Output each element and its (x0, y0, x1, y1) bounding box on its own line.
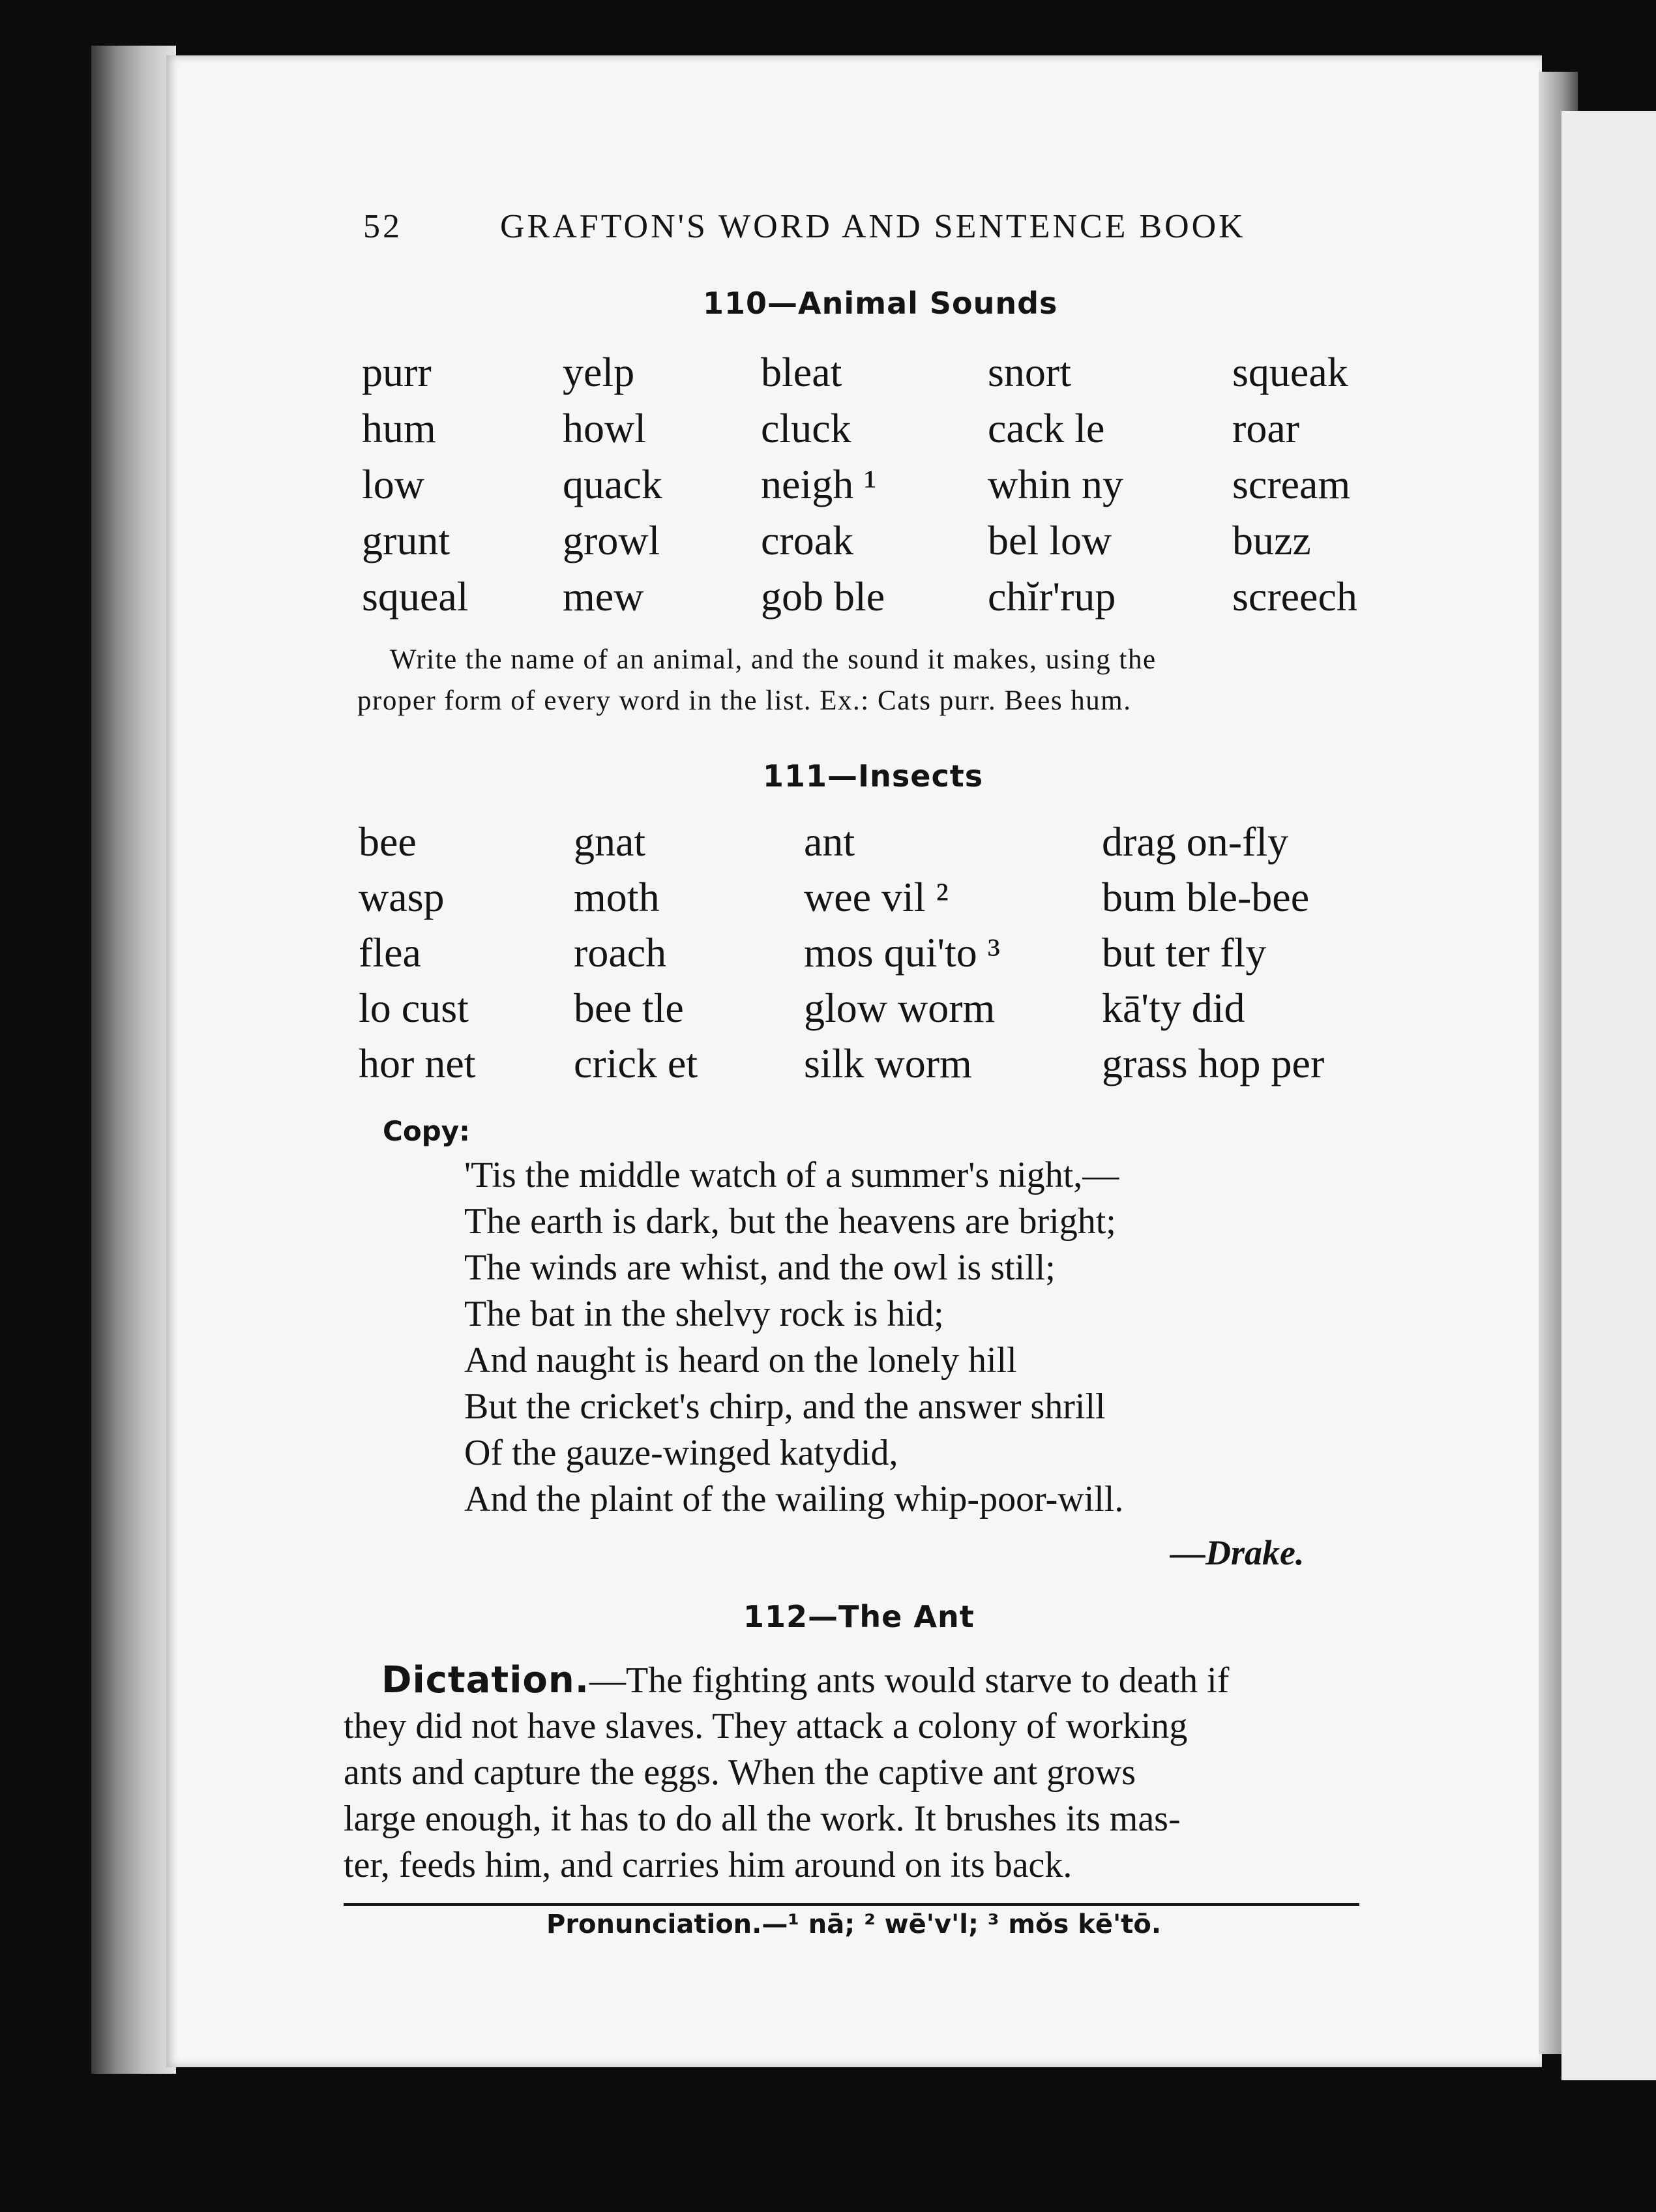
poem-line: Of the gauze-winged katydid, (464, 1433, 898, 1473)
word: silk worm (804, 1040, 972, 1086)
word: hum (362, 405, 436, 451)
word: roach (574, 929, 667, 976)
instruction-line-1: Write the name of an animal, and the sound it makes, using the (390, 644, 1157, 675)
pronunciation-footnote (546, 1909, 1161, 1939)
pronunciation-text: —¹ nā; ² wē'v'l; ³ mŏs kē'tō. (761, 1909, 1162, 1939)
dictation-line-1 (381, 1659, 1229, 1701)
word: whin ny (988, 461, 1123, 507)
word: mew (563, 573, 644, 620)
word: mos qui'to ³ (804, 929, 1000, 976)
word: quack (563, 461, 662, 507)
word: wasp (359, 874, 445, 920)
word: cluck (761, 405, 851, 451)
word: neigh ¹ (761, 461, 877, 507)
word: bum ble-bee (1102, 874, 1310, 920)
word: growl (563, 517, 660, 563)
word: gnat (574, 818, 646, 865)
poem-line: But the cricket's chirp, and the answer shrill (464, 1386, 1106, 1427)
word: hor net (359, 1040, 476, 1086)
word: buzz (1232, 517, 1311, 563)
word: bleat (761, 349, 842, 395)
word: squeal (362, 573, 469, 620)
poem-line: And naught is heard on the lonely hill (464, 1340, 1017, 1381)
word: screech (1232, 573, 1357, 620)
word: grass hop per (1102, 1040, 1325, 1086)
section-112-title: 112—The Ant (743, 1599, 975, 1634)
section-110-title: 110—Animal Sounds (703, 286, 1058, 321)
page-number: 52 (363, 208, 402, 245)
dictation-text: —The fighting ants would starve to death if (589, 1660, 1230, 1701)
section-111-title: 111—Insects (763, 758, 984, 794)
word: croak (761, 517, 854, 563)
word: squeak (1232, 349, 1348, 395)
dictation-line: they did not have slaves. They attack a colony of working (344, 1706, 1188, 1746)
word: wee vil ² (804, 874, 949, 920)
pronunciation-label: Pronunciation. (546, 1909, 762, 1939)
word: scream (1232, 461, 1351, 507)
book-title: GRAFTON'S WORD AND SENTENCE BOOK (500, 208, 1246, 245)
instruction-line-2: proper form of every word in the list. Ex.: Cats purr. Bees hum. (357, 685, 1132, 716)
poem-line: The winds are whist, and the owl is still; (464, 1248, 1056, 1288)
word: chĭr'rup (988, 573, 1116, 620)
poem-line: The bat in the shelvy rock is hid; (464, 1294, 944, 1334)
word: purr (362, 349, 432, 395)
dictation-line: ants and capture the eggs. When the captive ant grows (344, 1752, 1136, 1793)
poem-line: And the plaint of the wailing whip-poor-will. (464, 1479, 1124, 1519)
poem-line: The earth is dark, but the heavens are bright; (464, 1201, 1116, 1242)
word: low (362, 461, 424, 507)
word: ant (804, 818, 855, 865)
dictation-line: ter, feeds him, and carries him around on its back. (344, 1845, 1072, 1885)
word: bee (359, 818, 417, 865)
footnote-rule (344, 1903, 1359, 1906)
word: lo cust (359, 985, 469, 1031)
word: roar (1232, 405, 1300, 451)
word: flea (359, 929, 421, 976)
word: bee tle (574, 985, 684, 1031)
word: howl (563, 405, 646, 451)
word: moth (574, 874, 660, 920)
poem-author: —Drake. (1170, 1533, 1305, 1572)
word: snort (988, 349, 1071, 395)
word: yelp (563, 349, 635, 395)
word: kā'ty did (1102, 985, 1245, 1031)
word: grunt (362, 517, 451, 563)
word: gob ble (761, 573, 885, 620)
word: drag on-fly (1102, 818, 1289, 865)
dictation-line: large enough, it has to do all the work. It brushes its mas- (344, 1799, 1181, 1839)
dictation-label: Dictation. (381, 1659, 590, 1701)
word: glow worm (804, 985, 996, 1031)
copy-label: Copy: (383, 1115, 470, 1147)
poem-line: 'Tis the middle watch of a summer's night,— (464, 1155, 1119, 1195)
word: bel low (988, 517, 1112, 563)
word: crick et (574, 1040, 698, 1086)
word: but ter fly (1102, 929, 1267, 976)
word: cack le (988, 405, 1105, 451)
